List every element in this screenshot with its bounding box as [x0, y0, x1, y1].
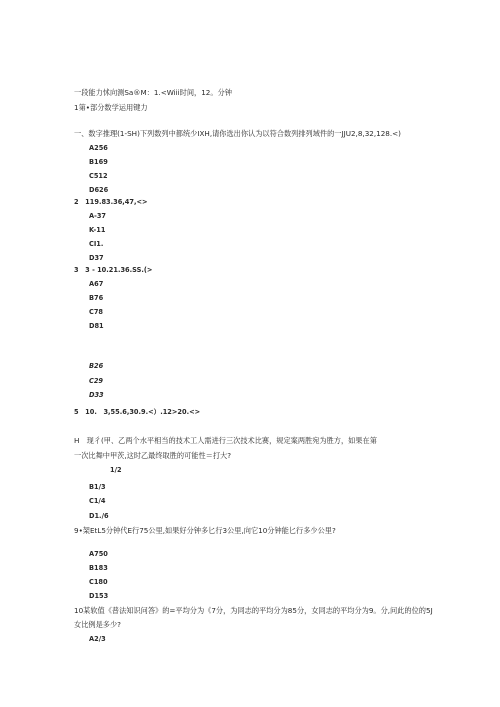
- part-heading: 1第•部分数学运用键力: [74, 103, 148, 112]
- question-1-title: 一、数字推理(1-SH)下列数列中都统少IXH,请你选出你认为以符合数列排列域件的一JJU2,8,32,128.<): [74, 129, 401, 138]
- option: A2/3: [89, 635, 106, 643]
- option: B1/3: [89, 483, 106, 491]
- option: C1/4: [89, 497, 106, 505]
- question-10-line1: 10某软值《普法知识问答》的=平均分为《7分，为同志的平均分为85分，女同志的平均分为9。分,问此的位的5J: [74, 606, 433, 615]
- option: D33: [89, 391, 104, 399]
- option: D153: [89, 592, 109, 600]
- option: C78: [89, 308, 104, 316]
- option: A256: [89, 144, 108, 152]
- option: C29: [89, 377, 104, 385]
- question-h-line1: H 现彳(甲、乙两个水平相当的技术工人需进行三次技术比赛，规定案两胜宛为胜方，如果在第: [74, 436, 377, 445]
- option: D81: [89, 322, 104, 330]
- option: D1./6: [89, 512, 109, 520]
- option: CI1.: [89, 240, 104, 248]
- option: 1/2: [110, 466, 122, 474]
- option: B26: [89, 362, 104, 370]
- question-5-title: 5 10. 3,55.6,30.9.<）.12>20.<>: [74, 408, 201, 416]
- option: A67: [89, 280, 104, 288]
- question-h-line2: 一次比舞中甲茨,这时乙最终取胜的可能性＝打大?: [74, 451, 232, 460]
- question-2-title: 2 119.83.36,47,<>: [74, 198, 148, 206]
- option: B169: [89, 158, 108, 166]
- question-3-title: 3 3 - 10.21.36.SS.(>: [74, 266, 153, 274]
- option: B183: [89, 564, 108, 572]
- option: K-11: [89, 226, 106, 234]
- option: D626: [89, 186, 109, 194]
- option: A750: [89, 550, 108, 558]
- option: C180: [89, 578, 108, 586]
- option: A-37: [89, 212, 107, 220]
- option: D37: [89, 254, 104, 262]
- question-10-line2: 女比例是多少?: [74, 620, 121, 629]
- test-header: 一段能力怵向测Sa®M：1.<Wiii时间，12。分钟: [74, 88, 232, 97]
- option: B76: [89, 294, 104, 302]
- option: C512: [89, 172, 108, 180]
- question-9-title: 9•架EtL5分钟代E行75公里,如果好分钟多匕行3公里,向它10分钟能匕行多少公里?: [74, 526, 336, 535]
